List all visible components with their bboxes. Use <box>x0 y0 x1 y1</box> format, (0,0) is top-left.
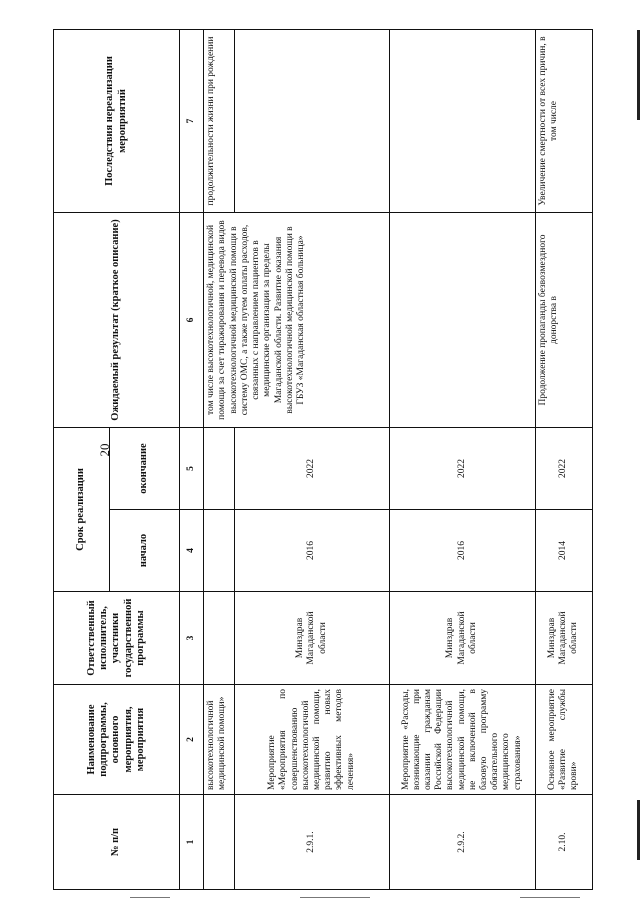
table-row <box>389 30 535 890</box>
column-number: 3 <box>180 592 204 685</box>
table-row <box>204 30 235 890</box>
scan-artifact <box>300 897 370 898</box>
row-end: 2022 <box>235 428 390 510</box>
header-result: Ожидаемый результат (краткое описание) <box>54 213 180 428</box>
scan-artifact <box>520 897 580 898</box>
row-end: 2022 <box>389 428 535 510</box>
row-start: 2016 <box>389 510 535 592</box>
row-consequences: продолжительности жизни при рождении <box>204 30 235 213</box>
row-start: 2014 <box>535 510 592 592</box>
row-consequences <box>389 30 535 213</box>
header-term: Срок реализации <box>54 428 110 592</box>
row-start: 2016 <box>235 510 390 592</box>
column-number: 5 <box>180 428 204 510</box>
column-number: 4 <box>180 510 204 592</box>
row-executor: Минздрав Магаданской области <box>535 592 592 685</box>
row-num: 2.9.2. <box>389 795 535 890</box>
row-name: Основное мероприятие «Развитие службы крови» <box>535 685 592 795</box>
table-row <box>235 30 390 890</box>
row-executor: Минздрав Магаданской области <box>235 592 390 685</box>
row-result <box>389 213 535 428</box>
row-start <box>204 510 235 592</box>
row-executor <box>204 592 235 685</box>
row-end <box>204 428 235 510</box>
scan-artifact <box>130 897 170 898</box>
row-name: Мероприятие «Расходы, возникающие при оказании гражданам Российской Федерации высокотехнологичной медицинской помощи, не включенной в базовую программу обязательного медицинского страхования» <box>389 685 535 795</box>
header-executor: Ответственный исполнитель, участники государственной программы <box>54 592 180 685</box>
header-num: № п/п <box>54 795 180 890</box>
header-consequences: Последствия нереализации мероприятий <box>54 30 180 213</box>
page-number: 20 <box>97 443 112 457</box>
row-num <box>204 795 235 890</box>
row-executor: Минздрав Магаданской области <box>389 592 535 685</box>
row-consequences: Увеличение смертности от всех причин, в том числе <box>535 30 592 213</box>
row-result: Продолжение пропаганды безвозмездного донорства в <box>535 213 592 428</box>
column-number: 2 <box>180 685 204 795</box>
row-num: 2.9.1. <box>235 795 390 890</box>
row-result: том числе высокотехнологичной, медицинской помощи за счет тиражирования и перевода видов высокотехнологичной медицинской помощи в систему ОМС, а также путем оплаты расходов, связанных с направлением пациентов в медицинские организации за пределы Магаданской области. Развитие оказания высокотехнологичной медицинской помощи в ГБУЗ «Магаданская областная больница» <box>204 213 390 428</box>
column-number: 7 <box>180 30 204 213</box>
rotated-table-container <box>53 30 593 890</box>
table-row <box>535 30 592 890</box>
column-number: 6 <box>180 213 204 428</box>
header-start: начало <box>110 510 180 592</box>
row-num: 2.10. <box>535 795 592 890</box>
row-name: высокотехнологичной медицинской помощи» <box>204 685 235 795</box>
row-name: Мероприятие «Мероприятия по совершенствованию высокотехнологичной медицинской помощи, развитию новых эффективных методов лечения» <box>235 685 390 795</box>
row-consequences <box>235 30 390 213</box>
header-name: Наименование подпрограммы, основного мероприятия, мероприятия <box>54 685 180 795</box>
column-number: 1 <box>180 795 204 890</box>
activities-table <box>53 29 593 890</box>
header-end: окончание <box>110 428 180 510</box>
row-end: 2022 <box>535 428 592 510</box>
column-numbers-row <box>180 30 204 890</box>
